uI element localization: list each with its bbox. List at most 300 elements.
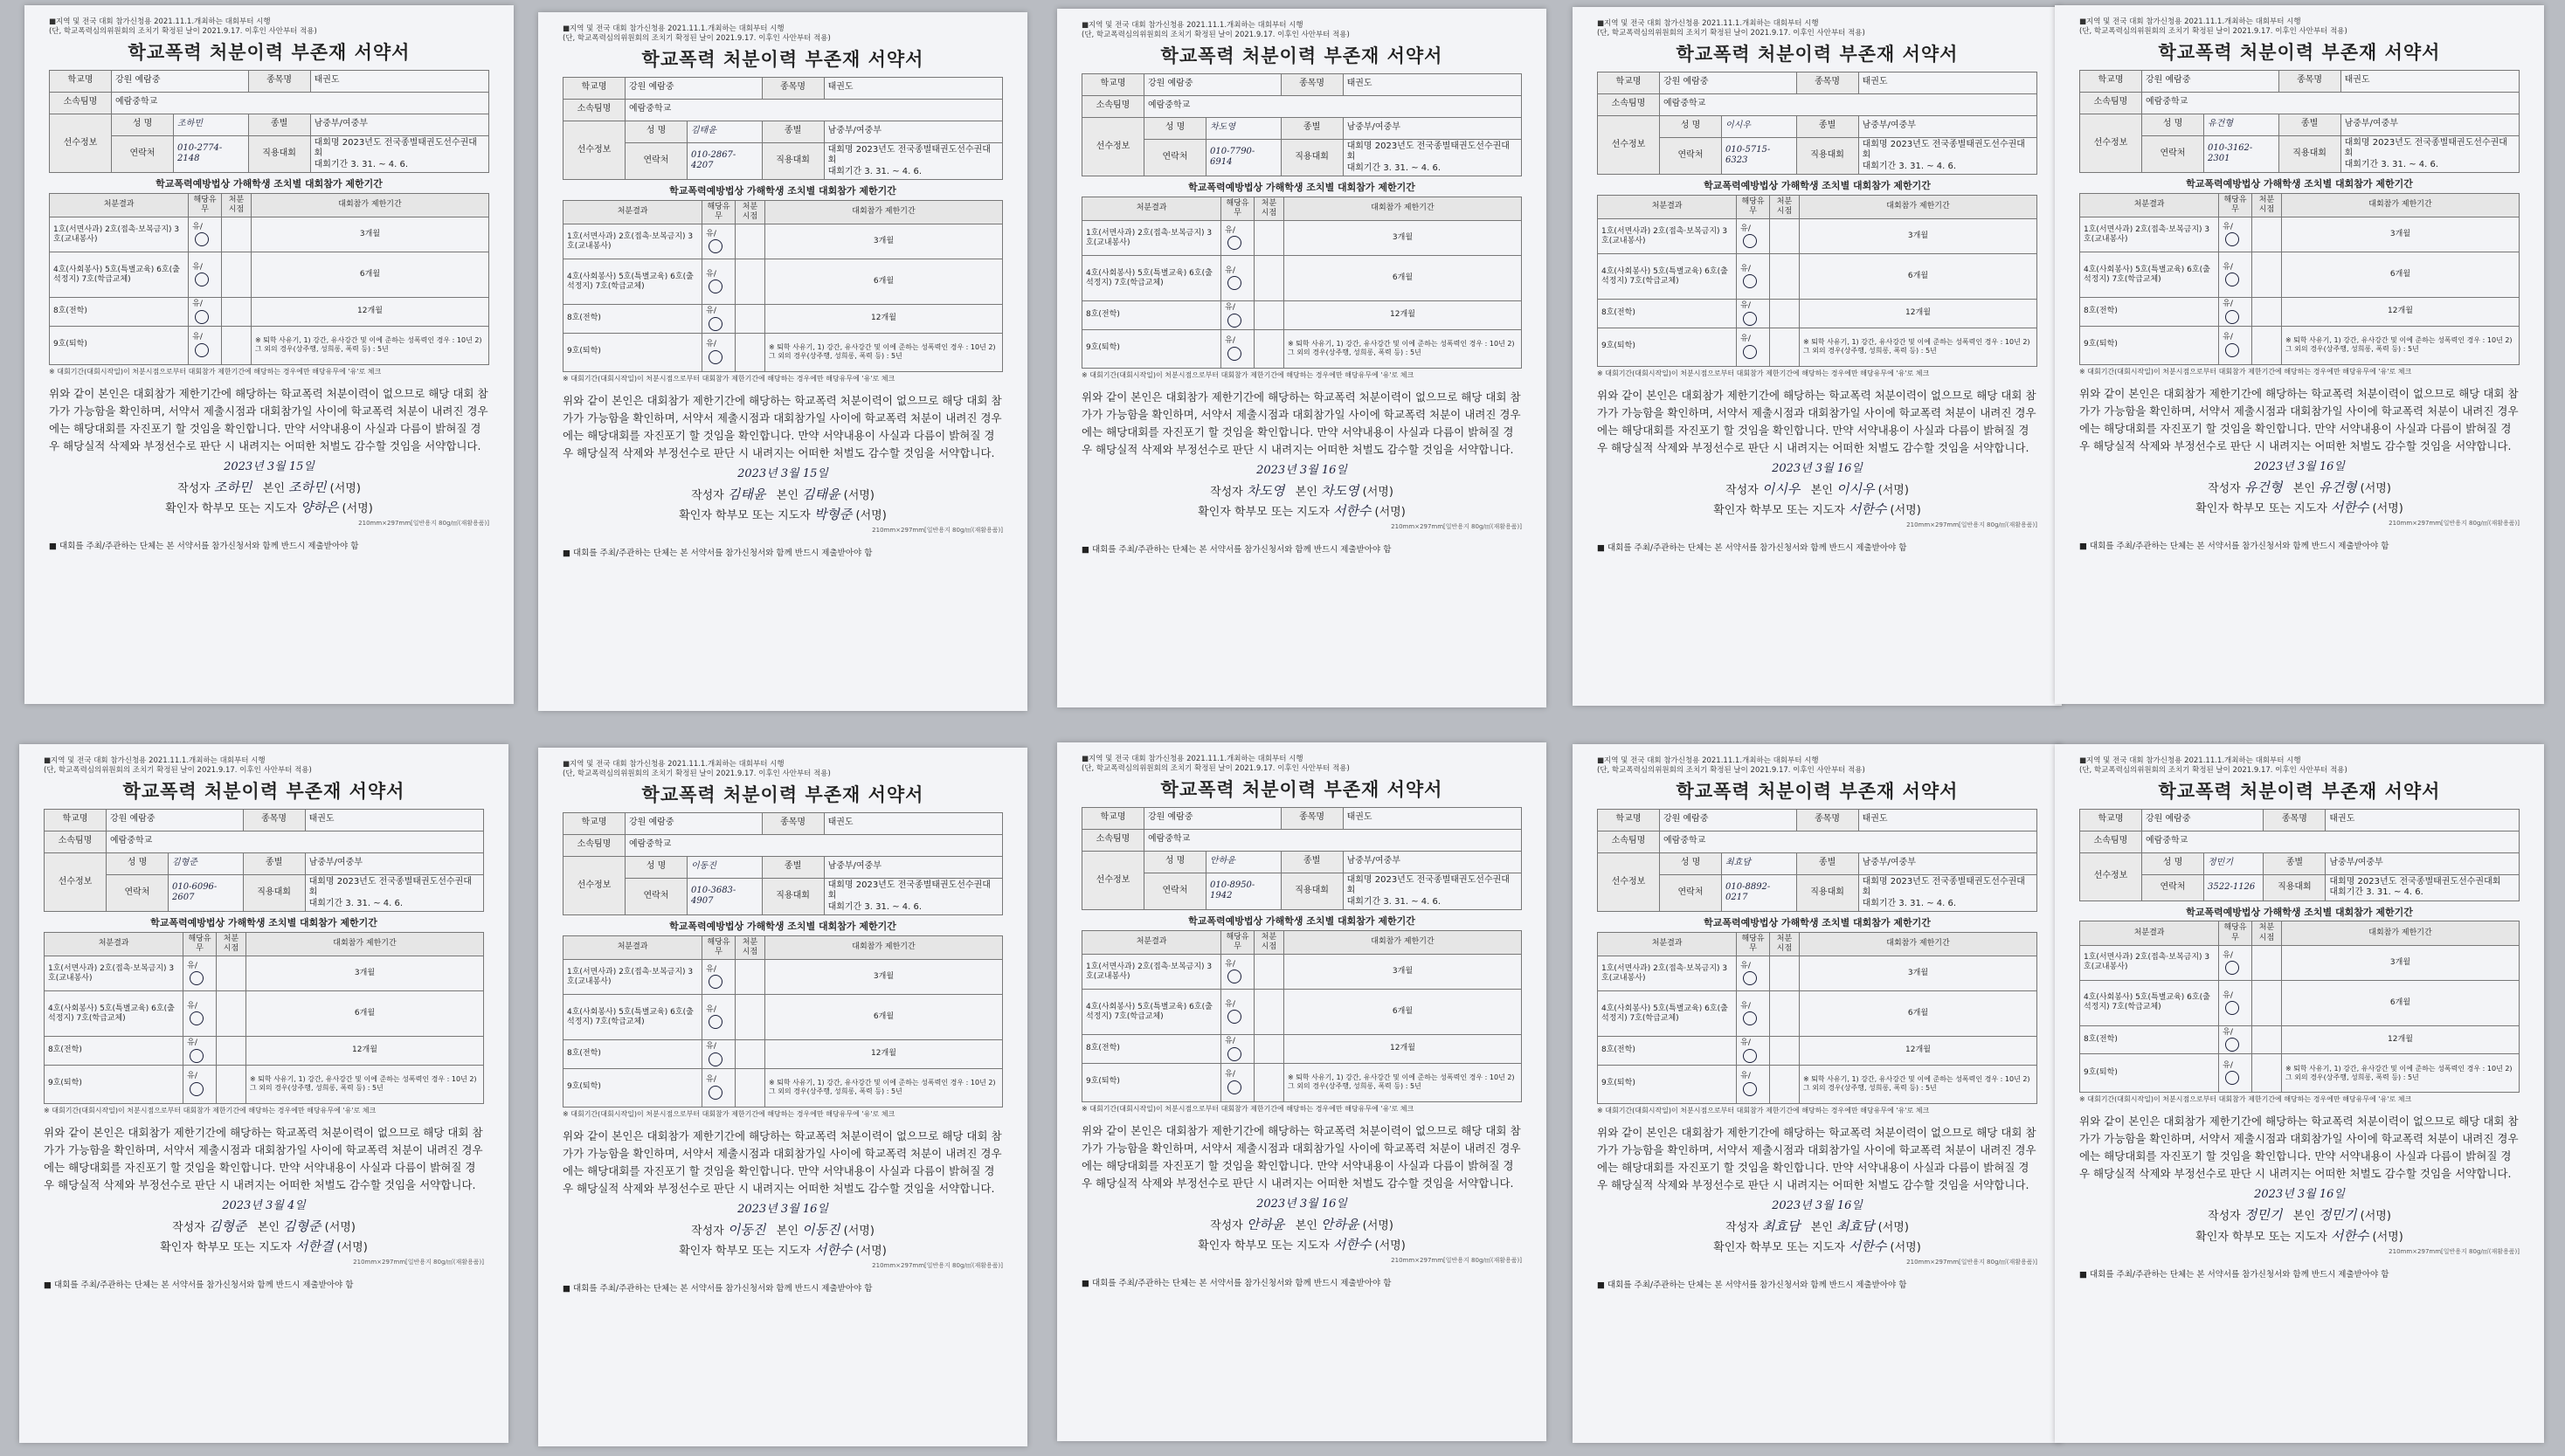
contact-label: 연락처 bbox=[1660, 874, 1722, 912]
table-note: ※ 대회기간(대회시작일)이 처분시점으로부터 대회참가 제한기간에 해당하는 경우에만 해당유무에 '유'로 체크 bbox=[49, 367, 382, 376]
row-2-limit: 6개월 bbox=[1283, 990, 1521, 1035]
guardian-label: 학부모 또는 지도자 bbox=[1234, 506, 1330, 519]
row-1-label: 1호(서면사과) 2호(접촉·보복금지) 3호(교내봉사) bbox=[1598, 219, 1737, 254]
pledge-form-sheet bbox=[538, 12, 1027, 711]
form-title: 학교폭력 처분이력 부존재 서약서 bbox=[1676, 44, 1959, 66]
event2-value: 대회명 2023년도 전국종별태권도선수권대회 bbox=[2329, 876, 2501, 887]
circle-mark-icon bbox=[709, 279, 722, 293]
row-3-limit: 12개월 bbox=[764, 1040, 1002, 1068]
guardian-signature: 서한결 bbox=[294, 1239, 334, 1254]
gender-value: 남중부/여중부 bbox=[1343, 117, 1521, 139]
table-note: ※ 대회기간(대회시작일)이 처분시점으로부터 대회참가 제한기간에 해당하는 경우에만 해당유무에 '유'로 체크 bbox=[2079, 1095, 2412, 1103]
col-result: 처분결과 bbox=[1598, 932, 1737, 956]
table-note: ※ 대회기간(대회시작일)이 처분시점으로부터 대회참가 제한기간에 해당하는 경우에만 해당유무에 '유'로 체크 bbox=[1597, 1106, 1930, 1114]
row-1-check: 유/ bbox=[1221, 955, 1255, 990]
col-yesno: 해당유무 bbox=[189, 193, 222, 217]
confirm-label: 확인자 bbox=[679, 1245, 712, 1258]
circle-mark-icon bbox=[1743, 312, 1757, 326]
school-value: 강원 예람중 bbox=[1660, 72, 1797, 93]
form-header-line2: (단, 학교폭력심의위원회의 조치기 확정된 날이 2021.9.17. 이후인 사안부터 적용) bbox=[1082, 763, 1350, 773]
event-value: 태권도 bbox=[2340, 70, 2519, 92]
sign-label: (서명) bbox=[1374, 506, 1406, 519]
player-phone: 010-2867-4207 bbox=[688, 142, 763, 180]
row-2-limit: 6개월 bbox=[764, 259, 1002, 305]
team-value: 예람중학교 bbox=[2142, 92, 2520, 114]
row-1-label: 1호(서면사과) 2호(접촉·보복금지) 3호(교내봉사) bbox=[45, 956, 183, 991]
event2-value: 대회명 2023년도 전국종별태권도선수권대회 bbox=[827, 880, 991, 901]
row-4-check: 유/ bbox=[1737, 1065, 1770, 1103]
pledge-body: 위와 같이 본인은 대회참가 제한기간에 해당하는 학교폭력 처분이력이 없으므로 해당 대회 참가가 가능함을 확인하며, 서약서 제출시점과 대회참가일 사이에 학교폭력 처분이 내려진 경우에는 해당대회를 자진포기 할 것임을 확인합니다. 만약 서약내용이 사실과 다름이 밝혀질 경우 해당실적 삭제와 부정선수로 판단 시 내려지는 어떠한 처벌도 감수할 것임을 서약합니다. bbox=[44, 1125, 483, 1191]
sign-label: (서명) bbox=[336, 1241, 368, 1254]
form-title: 학교폭력 처분이력 부존재 서약서 bbox=[1160, 779, 1443, 801]
paper-size-note: 210mm×297mm[일반용지 80g/㎡(재활용품)] bbox=[2389, 1247, 2520, 1255]
guardian-label: 학부모 또는 지도자 bbox=[1750, 504, 1845, 517]
row-3-check: 유/ bbox=[1737, 1037, 1770, 1065]
circle-mark-icon bbox=[709, 350, 722, 364]
form-header-line1: ■지역 및 전국 대회 참가신청용 2021.11.1.개최하는 대회부터 시행 bbox=[1082, 755, 1303, 763]
form-footer: ■ 대회를 주최/주관하는 단체는 본 서약서를 참가신청서와 함께 반드시 제출받아야 함 bbox=[49, 542, 359, 551]
row-1-limit: 3개월 bbox=[764, 960, 1002, 995]
writer-label: 작성자 bbox=[1725, 483, 1759, 497]
row-4-label: 9호(퇴학) bbox=[1082, 329, 1221, 368]
event-value: 태권도 bbox=[1343, 807, 1521, 829]
info-table bbox=[563, 812, 1003, 916]
gender-label: 종별 bbox=[2264, 852, 2326, 874]
row-3-limit: 12개월 bbox=[1283, 301, 1521, 329]
table-note: ※ 대회기간(대회시작일)이 처분시점으로부터 대회참가 제한기간에 해당하는 경우에만 해당유무에 '유'로 체크 bbox=[563, 374, 895, 383]
writer-name: 유건형 bbox=[2244, 479, 2283, 495]
row-3-check: 유/ bbox=[2219, 1025, 2252, 1053]
event2-value: 대회명 2023년도 전국종별태권도선수권대회 bbox=[1862, 876, 2025, 897]
pledge-body: 위와 같이 본인은 대회참가 제한기간에 해당하는 학교폭력 처분이력이 없으므로 해당 대회 참가가 가능함을 확인하며, 서약서 제출시점과 대회참가일 사이에 학교폭력 처분이 내려진 경우에는 해당대회를 자진포기 할 것임을 확인합니다. 만약 서약내용이 사실과 다름이 밝혀질 경우 해당실적 삭제와 부정선수로 판단 시 내려지는 어떠한 처벌도 감수할 것임을 서약합니다. bbox=[49, 386, 488, 452]
player-label: 선수정보 bbox=[1598, 115, 1660, 175]
gender-value: 남중부/여중부 bbox=[1343, 851, 1521, 873]
self-label: 본인 bbox=[2292, 481, 2315, 495]
confirm-label: 확인자 bbox=[160, 1241, 193, 1254]
confirm-label: 확인자 bbox=[679, 509, 712, 522]
info-table bbox=[44, 809, 484, 913]
school-label: 학교명 bbox=[45, 809, 107, 831]
event2-period: 대회기간 3. 31. ~ 4. 6. bbox=[308, 898, 404, 908]
sign-label: (서명) bbox=[2372, 1230, 2403, 1244]
row-1-limit: 3개월 bbox=[764, 224, 1002, 259]
circle-mark-icon bbox=[2225, 232, 2239, 246]
row-3-limit: 12개월 bbox=[2281, 298, 2519, 326]
confirm-signature-line bbox=[49, 500, 489, 516]
name-label: 성 명 bbox=[626, 121, 688, 142]
self-signature: 안하윤 bbox=[1321, 1216, 1359, 1232]
event2-value: 대회명 2023년도 전국종별태권도선수권대회 bbox=[314, 137, 477, 158]
col-yesno: 해당유무 bbox=[702, 935, 736, 960]
event-label: 종목명 bbox=[1796, 72, 1858, 93]
form-header-line2: (단, 학교폭력심의위원회의 조치기 확정된 날이 2021.9.17. 이후인 사안부터 적용) bbox=[563, 33, 831, 43]
self-label: 본인 bbox=[776, 1224, 799, 1238]
row-2-check: 유/ bbox=[702, 995, 736, 1040]
penalty-table bbox=[44, 932, 484, 1104]
guardian-label: 학부모 또는 지도자 bbox=[716, 509, 811, 522]
col-yesno: 해당유무 bbox=[702, 200, 736, 224]
school-label: 학교명 bbox=[563, 812, 626, 834]
pledge-body: 위와 같이 본인은 대회참가 제한기간에 해당하는 학교폭력 처분이력이 없으므로 해당 대회 참가가 가능함을 확인하며, 서약서 제출시점과 대회참가일 사이에 학교폭력 처분이 내려진 경우에는 해당대회를 자진포기 할 것임을 확인합니다. 만약 서약내용이 사실과 다름이 밝혀질 경우 해당실적 삭제와 부정선수로 판단 시 내려지는 어떠한 처벌도 감수할 것임을 서약합니다. bbox=[2079, 1114, 2519, 1180]
event2-label: 직용대회 bbox=[1281, 139, 1343, 176]
form-header-line2: (단, 학교폭력심의위원회의 조치기 확정된 날이 2021.9.17. 이후인 사안부터 적용) bbox=[49, 26, 317, 36]
sign-label: (서명) bbox=[843, 488, 875, 502]
writer-label: 작성자 bbox=[172, 1220, 205, 1234]
form-footer: ■ 대회를 주최/주관하는 단체는 본 서약서를 참가신청서와 함께 반드시 제출받아야 함 bbox=[1597, 543, 1907, 553]
penalty-table bbox=[1597, 195, 2037, 367]
col-result: 처분결과 bbox=[2080, 193, 2219, 217]
writer-name: 최효담 bbox=[1761, 1218, 1801, 1234]
event-value: 태권도 bbox=[824, 77, 1002, 99]
row-1-limit: 3개월 bbox=[245, 956, 483, 991]
self-signature: 유건형 bbox=[2319, 479, 2357, 495]
team-label: 소속팀명 bbox=[50, 92, 112, 114]
event2-value: 대회명 2023년도 전국종별태권도선수권대회 bbox=[2344, 137, 2507, 158]
name-label: 성 명 bbox=[1660, 852, 1722, 874]
school-label: 학교명 bbox=[1082, 807, 1144, 829]
circle-mark-icon bbox=[709, 1086, 722, 1100]
col-result: 처분결과 bbox=[50, 193, 189, 217]
row-2-label: 4호(사회봉사) 5호(특별교육) 6호(출석정지) 7호(학급교체) bbox=[1598, 254, 1737, 300]
row-4-check: 유/ bbox=[183, 1065, 217, 1103]
self-signature: 정민기 bbox=[2319, 1207, 2357, 1224]
circle-mark-icon bbox=[1743, 274, 1757, 288]
player-name: 김형준 bbox=[169, 852, 244, 874]
paper-size-note: 210mm×297mm[일반용지 80g/㎡(재활용품)] bbox=[1391, 523, 1522, 531]
col-yesno: 해당유무 bbox=[1737, 932, 1770, 956]
row-1-limit: 3개월 bbox=[1283, 955, 1521, 990]
row-3-label: 8호(전학) bbox=[2080, 298, 2219, 326]
team-label: 소속팀명 bbox=[1598, 93, 1660, 115]
form-title: 학교폭력 처분이력 부존재 서약서 bbox=[1160, 45, 1443, 67]
section-title: 학교폭력예방법상 가해학생 조치별 대회참가 제한기간 bbox=[156, 178, 383, 190]
col-result: 처분결과 bbox=[1598, 195, 1737, 219]
row-3-label: 8호(전학) bbox=[1598, 300, 1737, 328]
penalty-table bbox=[49, 193, 489, 365]
circle-mark-icon bbox=[195, 343, 209, 357]
form-title: 학교폭력 처분이력 부존재 서약서 bbox=[128, 42, 411, 64]
row-2-label: 4호(사회봉사) 5호(특별교육) 6호(출석정지) 7호(학급교체) bbox=[45, 991, 183, 1037]
signed-date: 2023년 3월 16일 bbox=[1256, 463, 1347, 477]
school-value: 강원 예람중 bbox=[626, 812, 763, 834]
form-header-line1: ■지역 및 전국 대회 참가신청용 2021.11.1.개최하는 대회부터 시행 bbox=[1597, 756, 1819, 765]
event2-value: 대회명 2023년도 전국종별태권도선수권대회 bbox=[1346, 874, 1510, 895]
school-label: 학교명 bbox=[563, 77, 626, 99]
event2-label: 직용대회 bbox=[2278, 135, 2340, 173]
confirm-signature-line bbox=[563, 507, 1003, 523]
row-1-check: 유/ bbox=[2219, 217, 2252, 252]
writer-name: 김형준 bbox=[208, 1218, 247, 1234]
signed-date: 2023년 3월 16일 bbox=[737, 1202, 828, 1216]
contact-label: 연락처 bbox=[107, 874, 169, 912]
row-4-label: 9호(퇴학) bbox=[1082, 1063, 1221, 1101]
event-label: 종목명 bbox=[243, 809, 305, 831]
col-time: 처분시점 bbox=[1254, 197, 1283, 221]
gender-value: 남중부/여중부 bbox=[2326, 852, 2520, 874]
row-3-check: 유/ bbox=[189, 298, 222, 326]
guardian-label: 학부모 또는 지도자 bbox=[197, 1241, 292, 1254]
gender-label: 종별 bbox=[2278, 114, 2340, 135]
contact-label: 연락처 bbox=[112, 135, 174, 173]
sign-label: (서명) bbox=[324, 1220, 356, 1234]
row-1-check: 유/ bbox=[2219, 945, 2252, 980]
event-label: 종목명 bbox=[2264, 809, 2326, 831]
signed-date: 2023년 3월 16일 bbox=[2254, 1188, 2345, 1201]
col-limit: 대회참가 제한기간 bbox=[1799, 195, 2036, 219]
school-value: 강원 예람중 bbox=[112, 70, 249, 92]
row-3-check: 유/ bbox=[2219, 298, 2252, 326]
col-time: 처분시점 bbox=[735, 935, 764, 960]
form-footer: ■ 대회를 주최/주관하는 단체는 본 서약서를 참가신청서와 함께 반드시 제출받아야 함 bbox=[1597, 1280, 1907, 1290]
circle-mark-icon bbox=[709, 317, 722, 331]
row-4-label: 9호(퇴학) bbox=[2080, 326, 2219, 364]
circle-mark-icon bbox=[195, 310, 209, 324]
circle-mark-icon bbox=[1743, 1049, 1757, 1063]
circle-mark-icon bbox=[1227, 236, 1241, 250]
row-4-label: 9호(퇴학) bbox=[45, 1065, 183, 1103]
sign-label: (서명) bbox=[1877, 1220, 1909, 1234]
row-1-check: 유/ bbox=[189, 217, 222, 252]
guardian-label: 학부모 또는 지도자 bbox=[2232, 1230, 2327, 1244]
self-signature: 김태윤 bbox=[802, 486, 840, 502]
player-name: 최효담 bbox=[1722, 852, 1797, 874]
team-label: 소속팀명 bbox=[563, 99, 626, 121]
info-table bbox=[49, 70, 489, 174]
form-footer: ■ 대회를 주최/주관하는 단체는 본 서약서를 참가신청서와 함께 반드시 제출받아야 함 bbox=[2079, 1269, 2389, 1280]
signed-date: 2023년 3월 16일 bbox=[2254, 459, 2345, 473]
guardian-label: 학부모 또는 지도자 bbox=[202, 502, 297, 515]
row-3-limit: 12개월 bbox=[245, 1037, 483, 1065]
writer-label: 작성자 bbox=[177, 481, 211, 495]
name-label: 성 명 bbox=[107, 852, 169, 874]
event-label: 종목명 bbox=[1281, 807, 1343, 829]
form-header-line1: ■지역 및 전국 대회 참가신청용 2021.11.1.개최하는 대회부터 시행 bbox=[2079, 17, 2301, 26]
row-4-limit: ※ 퇴학 사유기, 1) 강간, 유사강간 및 이에 준하는 성폭력인 경우 : 10년 2) 그 외의 경우(상주행, 성희롱, 폭력 등) : 5년 bbox=[764, 1068, 1002, 1107]
sign-label: (서명) bbox=[855, 509, 887, 522]
row-3-label: 8호(전학) bbox=[2080, 1025, 2219, 1053]
gender-label: 종별 bbox=[1796, 852, 1858, 874]
form-header-line1: ■지역 및 전국 대회 참가신청용 2021.11.1.개최하는 대회부터 시행 bbox=[2079, 756, 2301, 765]
circle-mark-icon bbox=[2225, 310, 2239, 324]
circle-mark-icon bbox=[1227, 970, 1241, 983]
row-3-label: 8호(전학) bbox=[563, 1040, 702, 1068]
row-2-check: 유/ bbox=[1221, 256, 1255, 301]
school-value: 강원 예람중 bbox=[1144, 807, 1282, 829]
contact-label: 연락처 bbox=[2142, 135, 2204, 173]
form-footer: ■ 대회를 주최/주관하는 단체는 본 서약서를 참가신청서와 함께 반드시 제출받아야 함 bbox=[1082, 545, 1392, 555]
col-time: 처분시점 bbox=[735, 200, 764, 224]
row-1-label: 1호(서면사과) 2호(접촉·보복금지) 3호(교내봉사) bbox=[563, 224, 702, 259]
pledge-form-sheet bbox=[538, 748, 1027, 1446]
section-title: 학교폭력예방법상 가해학생 조치별 대회참가 제한기간 bbox=[669, 921, 896, 932]
gender-label: 종별 bbox=[1281, 117, 1343, 139]
circle-mark-icon bbox=[1743, 1082, 1757, 1096]
gender-value: 남중부/여중부 bbox=[1858, 852, 2036, 874]
writer-name: 이동진 bbox=[727, 1221, 766, 1238]
team-label: 소속팀명 bbox=[2080, 92, 2142, 114]
circle-mark-icon bbox=[1227, 347, 1241, 361]
table-note: ※ 대회기간(대회시작일)이 처분시점으로부터 대회참가 제한기간에 해당하는 경우에만 해당유무에 '유'로 체크 bbox=[563, 1109, 895, 1118]
row-2-check: 유/ bbox=[2219, 980, 2252, 1025]
row-4-check: 유/ bbox=[702, 333, 736, 371]
player-label: 선수정보 bbox=[2080, 114, 2142, 173]
sign-label: (서명) bbox=[2372, 502, 2403, 515]
pledge-body: 위와 같이 본인은 대회참가 제한기간에 해당하는 학교폭력 처분이력이 없으므로 해당 대회 참가가 가능함을 확인하며, 서약서 제출시점과 대회참가일 사이에 학교폭력 처분이 내려진 경우에는 해당대회를 자진포기 할 것임을 확인합니다. 만약 서약내용이 사실과 다름이 밝혀질 경우 해당실적 삭제와 부정선수로 판단 시 내려지는 어떠한 처벌도 감수할 것임을 서약합니다. bbox=[2079, 386, 2519, 452]
row-1-check: 유/ bbox=[1221, 221, 1255, 256]
circle-mark-icon bbox=[1743, 1011, 1757, 1025]
player-label: 선수정보 bbox=[1598, 852, 1660, 912]
pledge-body: 위와 같이 본인은 대회참가 제한기간에 해당하는 학교폭력 처분이력이 없으므로 해당 대회 참가가 가능함을 확인하며, 서약서 제출시점과 대회참가일 사이에 학교폭력 처분이 내려진 경우에는 해당대회를 자진포기 할 것임을 확인합니다. 만약 서약내용이 사실과 다름이 밝혀질 경우 해당실적 삭제와 부정선수로 판단 시 내려지는 어떠한 처벌도 감수할 것임을 서약합니다. bbox=[563, 393, 1002, 459]
guardian-signature: 양하은 bbox=[300, 500, 339, 515]
section-title: 학교폭력예방법상 가해학생 조치별 대회참가 제한기간 bbox=[2186, 178, 2413, 190]
writer-name: 김태윤 bbox=[727, 486, 766, 502]
row-3-label: 8호(전학) bbox=[1082, 1035, 1221, 1063]
table-note: ※ 대회기간(대회시작일)이 처분시점으로부터 대회참가 제한기간에 해당하는 경우에만 해당유무에 '유'로 체크 bbox=[1082, 370, 1414, 379]
row-2-check: 유/ bbox=[1737, 254, 1770, 300]
col-yesno: 해당유무 bbox=[2219, 921, 2252, 946]
confirm-label: 확인자 bbox=[2195, 1230, 2229, 1244]
player-phone: 3522-1126 bbox=[2204, 874, 2264, 901]
writer-label: 작성자 bbox=[691, 488, 724, 502]
confirm-label: 확인자 bbox=[165, 502, 198, 515]
sign-label: (서명) bbox=[329, 481, 361, 495]
event2-period: 대회기간 3. 31. ~ 4. 6. bbox=[1346, 896, 1442, 907]
confirm-label: 확인자 bbox=[1198, 506, 1231, 519]
player-phone: 010-6096-2607 bbox=[169, 874, 244, 912]
writer-signature-line bbox=[563, 1222, 1003, 1239]
row-1-limit: 3개월 bbox=[2281, 945, 2519, 980]
col-time: 처분시점 bbox=[2251, 921, 2281, 946]
form-header-line1: ■지역 및 전국 대회 참가신청용 2021.11.1.개최하는 대회부터 시행 bbox=[1082, 21, 1303, 30]
form-header-line1: ■지역 및 전국 대회 참가신청용 2021.11.1.개최하는 대회부터 시행 bbox=[44, 756, 266, 765]
col-yesno: 해당유무 bbox=[183, 932, 217, 956]
section-title: 학교폭력예방법상 가해학생 조치별 대회참가 제한기간 bbox=[1188, 182, 1415, 193]
pledge-body: 위와 같이 본인은 대회참가 제한기간에 해당하는 학교폭력 처분이력이 없으므로 해당 대회 참가가 가능함을 확인하며, 서약서 제출시점과 대회참가일 사이에 학교폭력 처분이 내려진 경우에는 해당대회를 자진포기 할 것임을 확인합니다. 만약 서약내용이 사실과 다름이 밝혀질 경우 해당실적 삭제와 부정선수로 판단 시 내려지는 어떠한 처벌도 감수할 것임을 서약합니다. bbox=[1597, 1125, 2036, 1191]
event2-label: 직용대회 bbox=[1796, 137, 1858, 175]
event2-label: 직용대회 bbox=[248, 135, 310, 173]
info-table bbox=[2079, 809, 2520, 901]
contact-label: 연락처 bbox=[626, 878, 688, 915]
guardian-label: 학부모 또는 지도자 bbox=[716, 1245, 811, 1258]
confirm-signature-line bbox=[2079, 1228, 2520, 1245]
pledge-form-sheet bbox=[24, 5, 514, 704]
col-time: 처분시점 bbox=[1769, 195, 1799, 219]
penalty-table bbox=[563, 200, 1003, 372]
player-label: 선수정보 bbox=[1082, 117, 1144, 176]
col-limit: 대회참가 제한기간 bbox=[1799, 932, 2036, 956]
row-4-label: 9호(퇴학) bbox=[563, 333, 702, 371]
school-label: 학교명 bbox=[2080, 809, 2142, 831]
self-label: 본인 bbox=[1810, 1220, 1833, 1234]
form-header-line2: (단, 학교폭력심의위원회의 조치기 확정된 날이 2021.9.17. 이후인 사안부터 적용) bbox=[1597, 28, 1865, 38]
team-label: 소속팀명 bbox=[1082, 95, 1144, 117]
row-3-limit: 12개월 bbox=[1799, 300, 2036, 328]
row-2-limit: 6개월 bbox=[1283, 256, 1521, 301]
school-value: 강원 예람중 bbox=[626, 77, 763, 99]
writer-label: 작성자 bbox=[691, 1224, 724, 1238]
circle-mark-icon bbox=[195, 232, 209, 246]
writer-name: 정민기 bbox=[2244, 1207, 2283, 1224]
circle-mark-icon bbox=[190, 1049, 204, 1063]
penalty-table bbox=[1597, 932, 2037, 1104]
team-value: 예람중학교 bbox=[2142, 831, 2520, 852]
form-footer: ■ 대회를 주최/주관하는 단체는 본 서약서를 참가신청서와 함께 반드시 제출받아야 함 bbox=[2079, 542, 2389, 551]
circle-mark-icon bbox=[709, 239, 722, 253]
row-1-check: 유/ bbox=[1737, 219, 1770, 254]
gender-label: 종별 bbox=[1796, 115, 1858, 137]
event2-label: 직용대회 bbox=[1281, 873, 1343, 910]
col-limit: 대회참가 제한기간 bbox=[2281, 193, 2519, 217]
signed-date: 2023년 3월 16일 bbox=[1256, 1197, 1347, 1211]
team-value: 예람중학교 bbox=[1144, 95, 1522, 117]
row-4-label: 9호(퇴학) bbox=[563, 1068, 702, 1107]
circle-mark-icon bbox=[195, 273, 209, 286]
pledge-body: 위와 같이 본인은 대회참가 제한기간에 해당하는 학교폭력 처분이력이 없으므로 해당 대회 참가가 가능함을 확인하며, 서약서 제출시점과 대회참가일 사이에 학교폭력 처분이 내려진 경우에는 해당대회를 자진포기 할 것임을 확인합니다. 만약 서약내용이 사실과 다름이 밝혀질 경우 해당실적 삭제와 부정선수로 판단 시 내려지는 어떠한 처벌도 감수할 것임을 서약합니다. bbox=[563, 1128, 1002, 1195]
guardian-signature: 서한수 bbox=[2330, 1227, 2369, 1244]
writer-signature-line bbox=[1597, 1218, 2037, 1235]
col-limit: 대회참가 제한기간 bbox=[764, 200, 1002, 224]
sign-label: (서명) bbox=[2360, 481, 2391, 495]
row-2-check: 유/ bbox=[1221, 990, 1255, 1035]
pledge-form-sheet bbox=[1057, 9, 1546, 707]
paper-size-note: 210mm×297mm[일반용지 80g/㎡(재활용품)] bbox=[1906, 1259, 2037, 1266]
form-title: 학교폭력 처분이력 부존재 서약서 bbox=[1676, 781, 1959, 803]
name-label: 성 명 bbox=[112, 114, 174, 135]
sign-label: (서명) bbox=[1374, 1239, 1406, 1252]
form-title: 학교폭력 처분이력 부존재 서약서 bbox=[641, 784, 924, 806]
paper-size-note: 210mm×297mm[일반용지 80g/㎡(재활용품)] bbox=[872, 1262, 1003, 1270]
event-label: 종목명 bbox=[248, 70, 310, 92]
pledge-form-sheet bbox=[1057, 742, 1546, 1441]
player-label: 선수정보 bbox=[45, 852, 107, 912]
pledge-form-sheet bbox=[1573, 744, 2062, 1443]
team-value: 예람중학교 bbox=[626, 834, 1003, 856]
col-result: 처분결과 bbox=[1082, 197, 1221, 221]
player-name: 이시우 bbox=[1722, 115, 1797, 137]
row-1-check: 유/ bbox=[1737, 956, 1770, 991]
signed-date: 2023년 3월 16일 bbox=[1772, 461, 1863, 475]
guardian-label: 학부모 또는 지도자 bbox=[1750, 1241, 1845, 1254]
info-table bbox=[1597, 72, 2037, 176]
writer-name: 안하윤 bbox=[1246, 1216, 1285, 1232]
signed-date: 2023년 3월 15일 bbox=[737, 466, 828, 480]
writer-signature-line bbox=[1082, 1217, 1522, 1233]
sign-label: (서명) bbox=[1890, 504, 1921, 517]
guardian-signature: 서한수 bbox=[2330, 500, 2369, 515]
school-value: 강원 예람중 bbox=[2142, 809, 2264, 831]
pledge-form-sheet bbox=[1573, 7, 2062, 706]
event2-label: 직용대회 bbox=[243, 874, 305, 912]
row-4-limit: ※ 퇴학 사유기, 1) 강간, 유사강간 및 이에 준하는 성폭력인 경우 : 10년 2) 그 외의 경우(상주행, 성희롱, 폭력 등) : 5년 bbox=[251, 326, 488, 364]
team-label: 소속팀명 bbox=[2080, 831, 2142, 852]
circle-mark-icon bbox=[1227, 1080, 1241, 1094]
confirm-signature-line bbox=[44, 1239, 484, 1255]
col-limit: 대회참가 제한기간 bbox=[245, 932, 483, 956]
event-label: 종목명 bbox=[1796, 809, 1858, 831]
event2-value: 대회명 2023년도 전국종별태권도선수권대회 bbox=[827, 144, 991, 165]
event-value: 태권도 bbox=[1858, 809, 2036, 831]
row-2-limit: 6개월 bbox=[2281, 980, 2519, 1025]
col-time: 처분시점 bbox=[216, 932, 245, 956]
form-footer: ■ 대회를 주최/주관하는 단체는 본 서약서를 참가신청서와 함께 반드시 제출받아야 함 bbox=[563, 1284, 873, 1294]
paper-size-note: 210mm×297mm[일반용지 80g/㎡(재활용품)] bbox=[872, 527, 1003, 535]
guardian-signature: 서한수 bbox=[1848, 1239, 1887, 1254]
form-header-line2: (단, 학교폭력심의위원회의 조치기 확정된 날이 2021.9.17. 이후인 사안부터 적용) bbox=[1597, 765, 1865, 775]
circle-mark-icon bbox=[2225, 1071, 2239, 1085]
player-phone: 010-7790-6914 bbox=[1206, 139, 1282, 176]
form-header-line1: ■지역 및 전국 대회 참가신청용 2021.11.1.개최하는 대회부터 시행 bbox=[563, 760, 785, 769]
player-phone: 010-8892-0217 bbox=[1722, 874, 1797, 912]
